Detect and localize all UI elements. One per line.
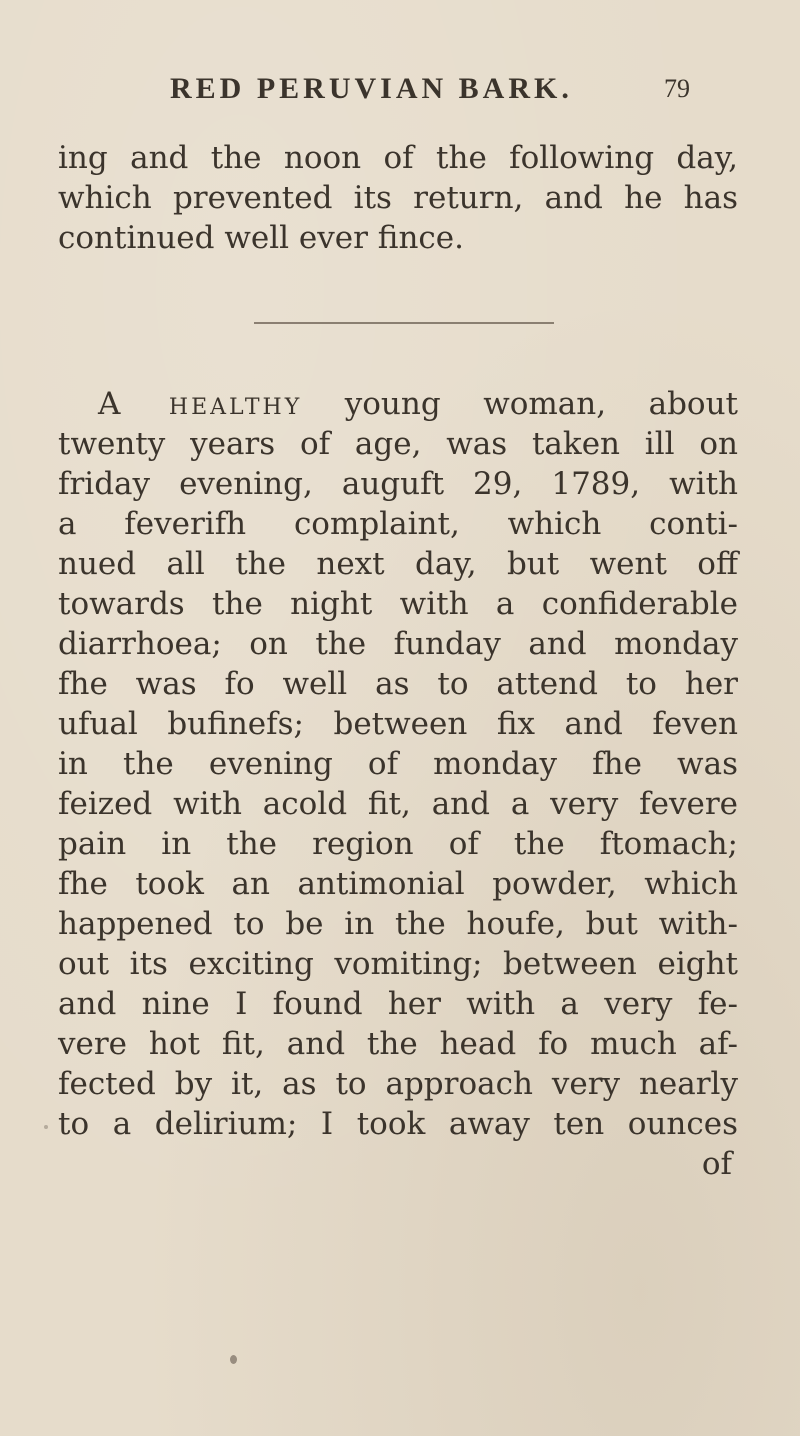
case-paragraph — [58, 384, 738, 1184]
text-line: continued well ever fince. — [58, 220, 464, 256]
ink-spot — [230, 1355, 237, 1364]
text-line: to a delirium; I took away ten ounces — [58, 1106, 738, 1142]
paragraph-continuation — [58, 138, 738, 258]
text-line: feized with acold fit, and a very fevere — [58, 786, 738, 822]
text-line: which prevented its return, and he has — [58, 180, 738, 216]
text-line: out its exciting vomiting; between eight — [58, 946, 738, 982]
ink-spot — [44, 1125, 48, 1129]
text-line: fhe was fo well as to attend to her — [58, 666, 738, 702]
text-line: ing and the noon of the following day, — [58, 140, 738, 176]
catchword: of — [701, 1146, 732, 1182]
text-line: in the evening of monday fhe was — [58, 746, 738, 782]
text-line: and nine I found her with a very fe- — [58, 986, 738, 1022]
opening-small-caps: A healthy — [98, 386, 303, 422]
text-line-rest: young woman, about — [302, 386, 739, 422]
text-line: ufual bufinefs; between fix and feven — [58, 706, 738, 742]
text-line: a feverifh complaint, which conti- — [58, 506, 738, 542]
text-line: pain in the region of the ftomach; — [58, 826, 738, 862]
page-number: 79 — [664, 74, 690, 103]
text-line: twenty years of age, was taken ill on — [58, 426, 738, 462]
running-head — [170, 72, 690, 116]
text-line: towards the night with a confiderable — [58, 586, 738, 622]
running-head-title: RED PERUVIAN BARK. — [170, 72, 573, 105]
text-line: fhe took an antimonial powder, which — [58, 866, 738, 902]
text-line: nued all the next day, but went off — [58, 546, 738, 582]
text-line: fected by it, as to approach very nearly — [58, 1066, 738, 1102]
text-line: vere hot fit, and the head fo much af- — [58, 1026, 738, 1062]
text-line — [58, 384, 738, 424]
section-divider — [254, 322, 554, 324]
text-line: friday evening, auguft 29, 1789, with — [58, 466, 738, 502]
text-line: happened to be in the houfe, but with- — [58, 906, 738, 942]
text-line: diarrhoea; on the funday and monday — [58, 626, 738, 662]
